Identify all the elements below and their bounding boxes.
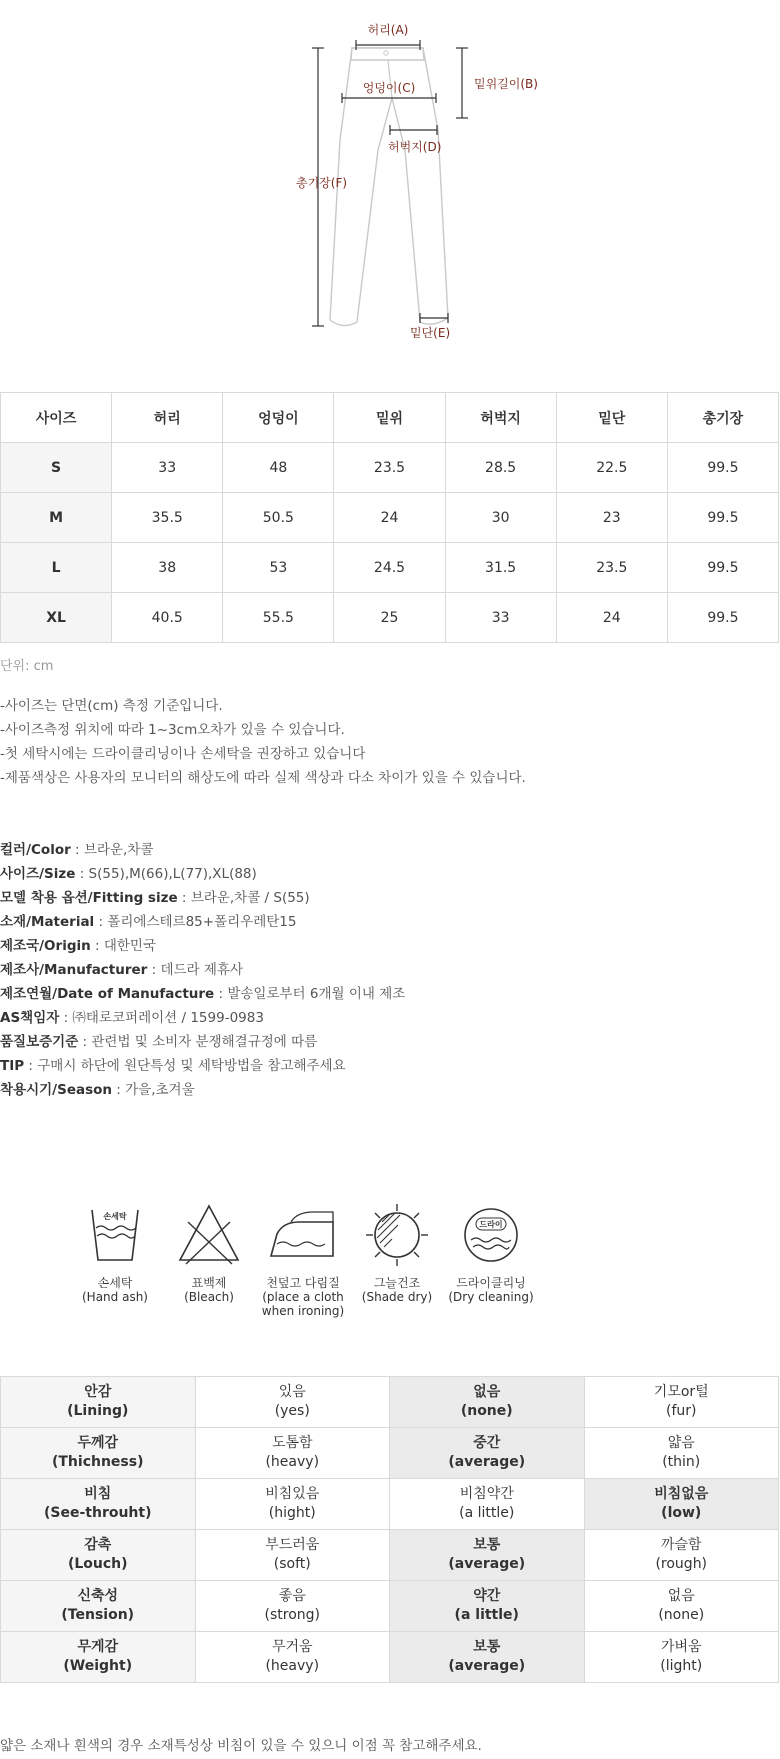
size-table-header: 밑위 [334, 393, 445, 443]
info-key: TIP [0, 1058, 25, 1074]
attribute-name-en: (Thichness) [51, 1454, 144, 1470]
info-key: 품질보증기준 [0, 1034, 79, 1050]
option-en: (heavy) [265, 1454, 320, 1470]
size-table-header: 허벅지 [445, 393, 556, 443]
attribute-row [1, 1581, 779, 1632]
attribute-option [584, 1530, 779, 1581]
attribute-option [195, 1428, 390, 1479]
care-item-iron [258, 1200, 348, 1318]
care-sub: (place a cloth [262, 1290, 344, 1304]
size-cell: XL [1, 593, 112, 643]
info-value: : 가을,초겨울 [112, 1082, 195, 1098]
option-en: (a little) [459, 1505, 515, 1521]
option-en: (soft) [273, 1556, 311, 1572]
option-ko: 없음 [473, 1384, 501, 1400]
option-ko: 까슬함 [660, 1537, 702, 1553]
attribute-name [1, 1479, 196, 1530]
size-notes [0, 694, 526, 790]
size-cell: 23.5 [334, 443, 445, 493]
svg-text:허리(A): 허리(A) [367, 23, 409, 37]
option-ko: 도톰함 [271, 1435, 313, 1451]
option-ko: 좋음 [278, 1588, 306, 1604]
info-line [0, 910, 405, 934]
size-cell: 99.5 [667, 543, 778, 593]
info-key: 컬러/Color [0, 842, 71, 858]
attribute-option [195, 1377, 390, 1428]
info-line [0, 838, 405, 862]
care-label: 손세탁 [97, 1276, 133, 1290]
size-cell: 23 [556, 493, 667, 543]
care-item-bleach [164, 1200, 254, 1304]
size-cell: 30 [445, 493, 556, 543]
svg-text:밑단(E): 밑단(E) [410, 326, 451, 340]
attribute-row [1, 1428, 779, 1479]
info-value: : 관련법 및 소비자 분쟁해결규정에 따름 [78, 1034, 318, 1050]
info-line [0, 1006, 405, 1030]
size-cell: L [1, 543, 112, 593]
size-cell: 24 [556, 593, 667, 643]
size-cell: 24.5 [334, 543, 445, 593]
option-ko: 보통 [473, 1537, 501, 1553]
size-table-row [1, 493, 779, 543]
rise-measure [456, 48, 538, 118]
option-en: (light) [660, 1658, 703, 1674]
info-key: 사이즈/Size [0, 866, 76, 882]
care-label: 그늘건조 [373, 1276, 421, 1290]
size-cell: 33 [445, 593, 556, 643]
size-table-header: 엉덩이 [223, 393, 334, 443]
size-table-row [1, 443, 779, 493]
option-en: (average) [448, 1454, 526, 1470]
size-cell: 40.5 [112, 593, 223, 643]
option-ko: 있음 [278, 1384, 306, 1400]
no-bleach-icon [174, 1200, 244, 1270]
size-table-header: 허리 [112, 393, 223, 443]
unit-note: 단위: cm [0, 659, 54, 674]
svg-text:손세탁: 손세탁 [103, 1212, 127, 1221]
attribute-option-selected [584, 1479, 779, 1530]
note-line: -첫 세탁시에는 드라이클리닝이나 손세탁을 권장하고 있습니다 [0, 746, 366, 762]
option-ko: 비침없음 [654, 1486, 709, 1502]
option-en: (thin) [662, 1454, 701, 1470]
info-value: : 브라운,차콜 / S(55) [177, 890, 310, 906]
info-key: 모델 착용 옵션/Fitting size [0, 890, 178, 906]
size-cell: 99.5 [667, 593, 778, 643]
footer-note: 얇은 소재나 흰색의 경우 소재특성상 비침이 있을 수 있으니 이점 꼭 참고해주세요. [0, 1738, 482, 1754]
size-cell: 38 [112, 543, 223, 593]
size-cell: 53 [223, 543, 334, 593]
attribute-name-en: (Lining) [67, 1403, 129, 1419]
attribute-name-ko: 안감 [84, 1384, 112, 1400]
info-key: 제조사/Manufacturer [0, 962, 148, 978]
option-en: (low) [661, 1505, 702, 1521]
dry-cleaning-icon [456, 1200, 526, 1270]
attribute-option-selected [390, 1428, 585, 1479]
info-line [0, 1078, 405, 1102]
info-key: AS책임자 [0, 1010, 60, 1026]
care-sub: (Hand ash) [82, 1290, 148, 1304]
size-cell: 23.5 [556, 543, 667, 593]
attribute-name [1, 1377, 196, 1428]
attribute-option [195, 1530, 390, 1581]
info-line [0, 862, 405, 886]
attribute-name-ko: 무게감 [77, 1639, 119, 1655]
attribute-option [390, 1479, 585, 1530]
note-line: -사이즈측정 위치에 따라 1~3cm오차가 있을 수 있습니다. [0, 722, 345, 738]
attribute-name [1, 1530, 196, 1581]
option-en: (none) [460, 1403, 513, 1419]
svg-text:밑위길이(B): 밑위길이(B) [474, 77, 538, 91]
option-ko: 기모or털 [653, 1384, 709, 1400]
shade-dry-icon [362, 1200, 432, 1270]
attribute-name [1, 1428, 196, 1479]
option-en: (rough) [655, 1556, 708, 1572]
info-value: : 브라운,차콜 [70, 842, 154, 858]
size-cell: S [1, 443, 112, 493]
care-label: 천덮고 다림질 [266, 1276, 340, 1290]
info-line [0, 934, 405, 958]
size-cell: 48 [223, 443, 334, 493]
info-line [0, 1030, 405, 1054]
attribute-option [584, 1428, 779, 1479]
care-label: 표백제 [191, 1276, 227, 1290]
care-instructions [70, 1200, 534, 1325]
info-key: 제조국/Origin [0, 938, 91, 954]
attribute-option-selected [390, 1581, 585, 1632]
size-cell: 22.5 [556, 443, 667, 493]
care-sub: (Dry cleaning) [448, 1290, 534, 1304]
info-value: : 발송일로부터 6개월 이내 제조 [214, 986, 406, 1002]
size-table-row [1, 593, 779, 643]
size-cell: 28.5 [445, 443, 556, 493]
care-item-dry-cleaning [446, 1200, 536, 1304]
svg-text:총기장(F): 총기장(F) [296, 176, 348, 190]
attribute-option-selected [390, 1632, 585, 1683]
size-cell: 50.5 [223, 493, 334, 543]
fabric-attribute-table [0, 1376, 779, 1683]
attribute-option [195, 1581, 390, 1632]
option-ko: 없음 [667, 1588, 695, 1604]
option-ko: 얇음 [667, 1435, 695, 1451]
size-table-header-row [1, 393, 779, 443]
option-ko: 가벼움 [660, 1639, 702, 1655]
pants-measurement-diagram [0, 0, 780, 345]
iron-cloth-icon [263, 1200, 343, 1270]
product-info [0, 838, 405, 1102]
option-ko: 비침있음 [265, 1486, 320, 1502]
option-ko: 보통 [473, 1639, 501, 1655]
care-label: 드라이클리닝 [456, 1276, 526, 1290]
info-value: : 데드라 제휴사 [147, 962, 244, 978]
info-value: : S(55),M(66),L(77),XL(88) [75, 866, 257, 882]
svg-text:엉덩이(C): 엉덩이(C) [362, 81, 416, 95]
attribute-name [1, 1632, 196, 1683]
info-value: : 구매시 하단에 원단특성 및 세탁방법을 참고해주세요 [24, 1058, 346, 1074]
size-cell: 33 [112, 443, 223, 493]
option-en: (none) [658, 1607, 705, 1623]
attribute-name-en: (Louch) [67, 1556, 128, 1572]
option-ko: 무거움 [271, 1639, 313, 1655]
info-line [0, 982, 405, 1006]
attribute-row [1, 1377, 779, 1428]
attribute-option [584, 1632, 779, 1683]
size-cell: 99.5 [667, 493, 778, 543]
size-table-header: 사이즈 [1, 393, 112, 443]
size-cell: 24 [334, 493, 445, 543]
size-cell: 31.5 [445, 543, 556, 593]
attribute-row [1, 1632, 779, 1683]
option-en: (fur) [666, 1403, 697, 1419]
note-line: -사이즈는 단면(cm) 측정 기준입니다. [0, 698, 223, 714]
attribute-name-ko: 신축성 [77, 1588, 119, 1604]
attribute-name-en: (Weight) [63, 1658, 133, 1674]
attribute-row [1, 1530, 779, 1581]
option-en: (heavy) [265, 1658, 320, 1674]
care-item-shade-dry [352, 1200, 442, 1304]
info-value: : 폴리에스테르85+폴리우레탄15 [94, 914, 297, 930]
option-ko: 중간 [473, 1435, 501, 1451]
attribute-option [195, 1632, 390, 1683]
attribute-option [584, 1377, 779, 1428]
attribute-name-ko: 두께감 [77, 1435, 119, 1451]
info-line [0, 886, 405, 910]
size-cell: 35.5 [112, 493, 223, 543]
size-table-header: 밑단 [556, 393, 667, 443]
info-line [0, 958, 405, 982]
svg-text:허벅지(D): 허벅지(D) [388, 140, 442, 154]
care-sub: when ironing) [261, 1304, 345, 1318]
option-ko: 약간 [473, 1588, 501, 1604]
size-table-row [1, 543, 779, 593]
info-value: : 대한민국 [90, 938, 157, 954]
attribute-row [1, 1479, 779, 1530]
info-key: 소재/Material [0, 914, 95, 930]
waist-measure [356, 22, 420, 50]
info-key: 제조연월/Date of Manufacture [0, 986, 215, 1002]
care-sub: (Shade dry) [361, 1290, 433, 1304]
note-line: -제품색상은 사용자의 모니터의 해상도에 따라 실제 색상과 다소 차이가 있을 수 있습니다. [0, 770, 526, 786]
size-cell: 55.5 [223, 593, 334, 643]
attribute-option [584, 1581, 779, 1632]
attribute-option-selected [390, 1530, 585, 1581]
care-sub: (Bleach) [184, 1290, 234, 1304]
size-cell: M [1, 493, 112, 543]
option-en: (average) [448, 1556, 526, 1572]
option-en: (a little) [454, 1607, 519, 1623]
option-en: (strong) [264, 1607, 320, 1623]
attribute-name [1, 1581, 196, 1632]
info-value: : ㈜태로코퍼레이션 / 1599-0983 [59, 1010, 264, 1026]
attribute-name-ko: 감촉 [84, 1537, 112, 1553]
care-item-hand-wash [70, 1200, 160, 1304]
attribute-name-en: (Tension) [61, 1607, 135, 1623]
attribute-name-ko: 비침 [84, 1486, 112, 1502]
option-en: (yes) [274, 1403, 310, 1419]
attribute-option-selected [390, 1377, 585, 1428]
size-cell: 25 [334, 593, 445, 643]
size-table [0, 392, 779, 643]
attribute-name-en: (See-throuht) [44, 1505, 152, 1521]
option-en: (hight) [268, 1505, 316, 1521]
info-line [0, 1054, 405, 1078]
size-cell: 99.5 [667, 443, 778, 493]
hand-wash-icon [80, 1200, 150, 1270]
option-ko: 부드러움 [265, 1537, 320, 1553]
option-ko: 비침약간 [459, 1486, 514, 1502]
svg-text:드라이: 드라이 [479, 1220, 503, 1229]
attribute-option [195, 1479, 390, 1530]
info-key: 착용시기/Season [0, 1082, 113, 1098]
size-table-header: 총기장 [667, 393, 778, 443]
option-en: (average) [448, 1658, 526, 1674]
